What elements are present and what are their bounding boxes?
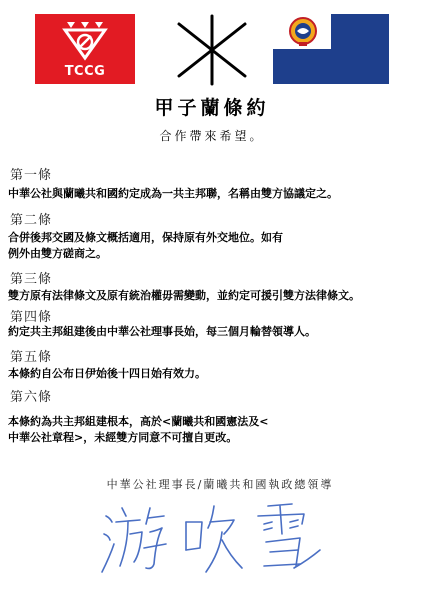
article-6-line-1: 本條約為共主邦組建根本，高於<蘭曦共和國憲法及< xyxy=(8,415,269,428)
article-4-line-1: 約定共主邦組建後由中華公社理事長始，每三個月輪替領導人。 xyxy=(8,325,316,338)
treaty-title: 甲子蘭條約 xyxy=(154,97,270,119)
article-2-text xyxy=(8,230,283,262)
article-6-line-2: 中華公社章程>，未經雙方同意不可擅自更改。 xyxy=(8,431,238,444)
article-1-line-1: 中華公社與蘭曦共和國約定成為一共主邦聯，名稱由雙方協議定之。 xyxy=(8,187,338,200)
article-2-heading: 第二條 xyxy=(10,213,53,228)
article-1-text xyxy=(8,186,338,202)
article-5-text xyxy=(8,366,206,382)
lanxi-flag xyxy=(273,14,389,84)
article-6-heading: 第六條 xyxy=(10,390,53,405)
flag-label: TCCG xyxy=(64,64,106,79)
article-4-heading: 第四條 xyxy=(10,310,53,325)
article-3-text xyxy=(8,288,360,304)
article-4-text xyxy=(8,324,316,340)
handwritten-signature xyxy=(98,494,338,584)
article-6-text xyxy=(8,414,268,446)
article-1-heading: 第一條 xyxy=(10,168,53,183)
treaty-subtitle: 合作帶來希望。 xyxy=(159,129,265,143)
hammer-sickle-emblem-icon xyxy=(57,18,113,62)
article-5-line-1: 本條約自公布日伊始後十四日始有效力。 xyxy=(8,367,206,380)
article-2-line-2: 例外由雙方磋商之。 xyxy=(8,247,107,260)
article-3-line-1: 雙方原有法律條文及原有統治權毋需變動，並約定可援引雙方法律條文。 xyxy=(8,289,360,302)
article-5-heading: 第五條 xyxy=(10,350,53,365)
crest-emblem-icon xyxy=(288,16,318,48)
article-3-heading: 第三條 xyxy=(10,272,53,287)
article-2-line-1: 合併後邦交國及條文概括適用，保持原有外交地位。如有 xyxy=(8,231,283,244)
signatory-title: 中華公社理事長/蘭曦共和國執政總領導 xyxy=(106,478,334,491)
signature-block xyxy=(70,458,370,588)
tccg-flag xyxy=(35,14,135,84)
asterisk-star-icon xyxy=(173,14,251,86)
